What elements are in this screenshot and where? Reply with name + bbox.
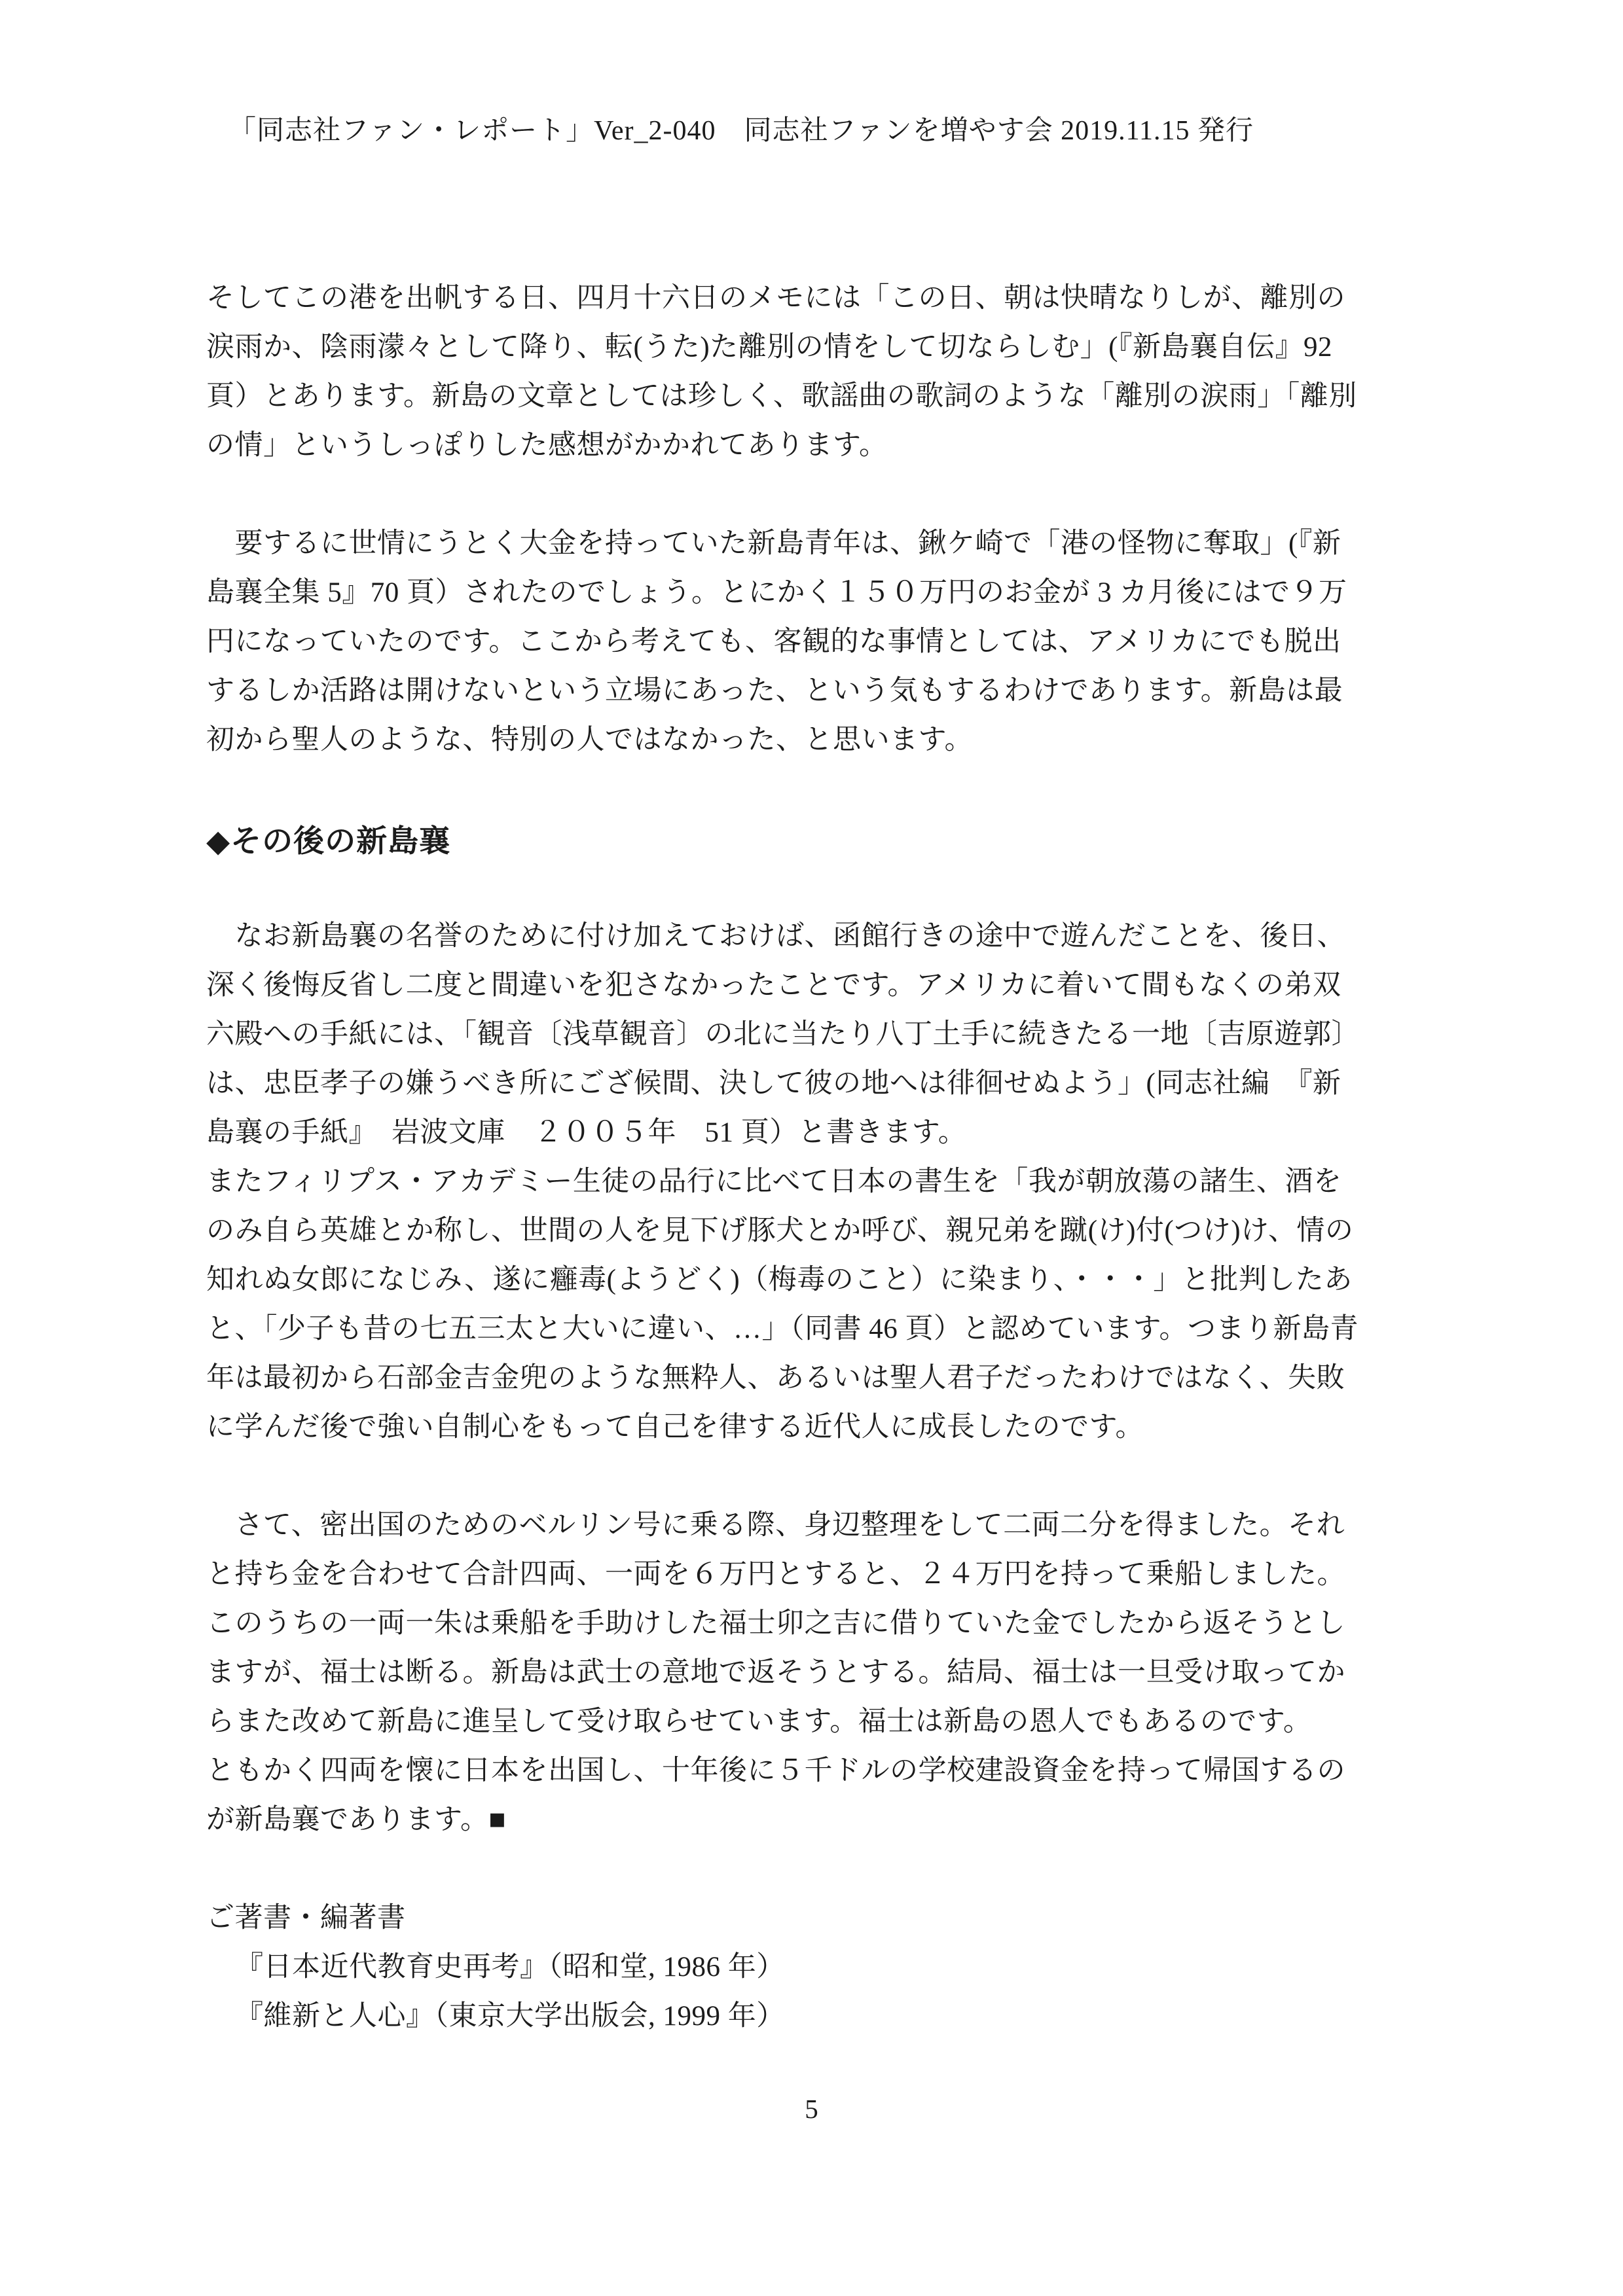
text-line: は、忠臣孝子の嫌うべき所にござ候間、決して彼の地へは徘徊せぬよう」(同志社編 『新	[206, 1068, 1341, 1099]
paragraph-honor-and-reflection	[206, 912, 1417, 1452]
books-section-title-text: ご著書・編著書	[206, 1903, 406, 1933]
text-line: ますが、福士は断る。新島は武士の意地で返そうとする。結局、福士は一旦受け取ってか	[206, 1657, 1345, 1688]
text-line: 涙雨か、陰雨濛々として降り、転(うた)た離別の情をして切ならしむ」(『新島襄自伝』92	[206, 332, 1332, 363]
text-line: の情」というしっぽりした感想がかかれてあります。	[206, 430, 888, 461]
text-line: 『維新と人心』（東京大学出版会, 1999 年）	[235, 2001, 785, 2032]
text-line: のみ自ら英雄とか称し、世間の人を見下げ豚犬とか呼び、親兄弟を蹴(け)付(つけ)け、情の	[206, 1215, 1354, 1246]
text-line: 六殿への手紙には、「観音〔浅草観音〕の北に当たり八丁土手に続きたる一地〔吉原遊郭〕	[206, 1019, 1360, 1050]
text-line: 島襄の手紙』 岩波文庫 ２００５年 51 頁）と書きます。	[206, 1117, 967, 1148]
text-line: するしか活路は開けないという立場にあった、という気もするわけであります。新島は最	[206, 675, 1343, 706]
text-line: 頁）とあります。新島の文章としては珍しく、歌謡曲の歌詞のような「離別の涙雨」「離別	[206, 381, 1357, 412]
text-line: 『日本近代教育史再考』（昭和堂, 1986 年）	[235, 1952, 785, 1982]
text-line: と持ち金を合わせて合計四両、一両を６万円とすると、２４万円を持って乗船しました。	[206, 1559, 1345, 1590]
text-line: らまた改めて新島に進呈して受け取らせています。福士は新島の恩人でもあるのです。	[206, 1706, 1312, 1737]
page-number: 5	[805, 2094, 818, 2124]
text-line: 深く後悔反省し二度と間違いを犯さなかったことです。アメリカに着いて間もなくの弟双	[206, 970, 1341, 1001]
books-list	[206, 1943, 1417, 2041]
books-section-title	[206, 1893, 1417, 1943]
text-line: なお新島襄の名誉のために付け加えておけば、函館行きの途中で遊んだことを、後日、	[206, 921, 1345, 952]
text-line: 円になっていたのです。ここから考えても、客観的な事情としては、アメリカにでも脱出	[206, 626, 1341, 657]
text-line: このうちの一両一朱は乗船を手助けした福士卯之吉に借りていた金でしたから返そうとし	[206, 1608, 1345, 1639]
text-line: そしてこの港を出帆する日、四月十六日のメモには「この日、朝は快晴なりしが、離別の	[206, 283, 1345, 314]
text-line: 要するに世情にうとく大金を持っていた新島青年は、鍬ケ崎で「港の怪物に奪取」(『新	[206, 528, 1341, 559]
section-heading-neesima-afterwards: ◆その後の新島襄	[206, 823, 451, 858]
text-line: ともかく四両を懐に日本を出国し、十年後に５千ドルの学校建設資金を持って帰国するの	[206, 1755, 1345, 1786]
text-line: に学んだ後で強い自制心をもって自己を律する近代人に成長したのです。	[206, 1412, 1144, 1443]
text-line: 年は最初から石部金吉金兜のような無粋人、あるいは聖人君子だったわけではなく、失敗	[206, 1363, 1345, 1393]
document-header: 「同志社ファン・レポート」Ver_2-040 同志社ファンを増やす会 2019.11.15 発行	[228, 116, 1254, 146]
text-line: と、「少子も昔の七五三太と大いに違い、…」（同書 46 頁）と認めています。つまり新島青	[206, 1314, 1359, 1344]
text-line: が新島襄であります。■	[206, 1804, 507, 1835]
paragraph-money-stolen	[206, 519, 1417, 764]
text-line: またフィリプス・アカデミー生徒の品行に比べて日本の書生を「我が朝放蕩の諸生、酒を	[206, 1166, 1342, 1197]
paragraph-berlin-departure	[206, 1501, 1417, 1844]
text-line: 初から聖人のような、特別の人ではなかった、と思います。	[206, 725, 974, 755]
text-line: 島襄全集 5』70 頁）されたのでしょう。とにかく１５０万円のお金が 3 カ月後にはで９万	[206, 577, 1347, 608]
text-line: さて、密出国のためのベルリン号に乗る際、身辺整理をして二両二分を得ました。それ	[206, 1510, 1345, 1541]
paragraph-departure-memo	[206, 274, 1417, 470]
text-line: 知れぬ女郎になじみ、遂に癰毒(ようどく)（梅毒のこと）に染まり、・・・」と批判したあ	[206, 1265, 1353, 1295]
